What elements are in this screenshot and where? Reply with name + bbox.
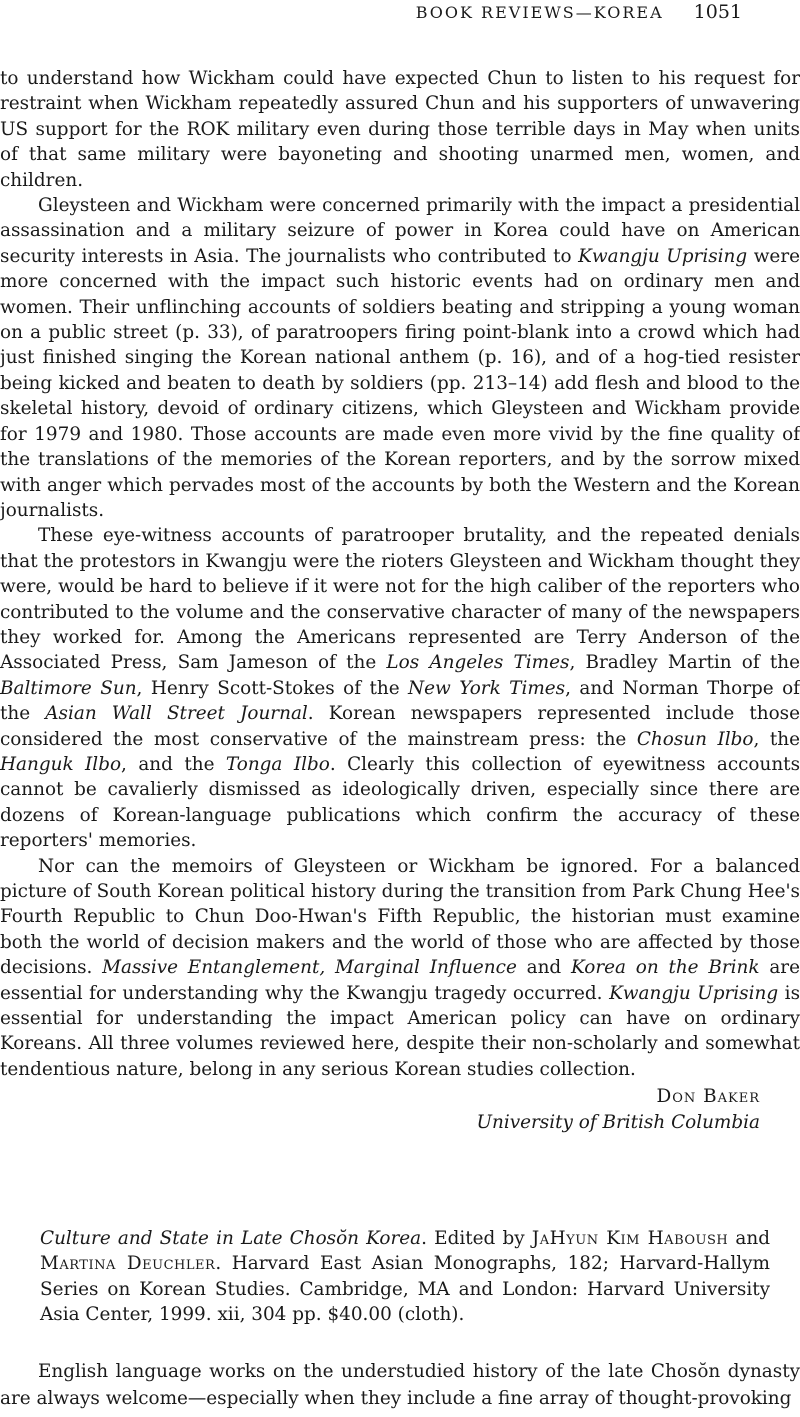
book-title: Kwangju Uprising [609,982,779,1004]
newspaper-name: Los Angeles Times [386,652,570,674]
citation-details: . Harvard East Asian Monographs, 182; Harvard-Hallym Series on Korean Studies. Cambridge, MA and London: Harvard University Asia Center, 1999. xii, 304 pp. $40.00 (cloth). [40,1253,770,1326]
running-head [416,0,742,24]
newspaper-name: Chosun Ilbo [636,728,754,750]
paragraph: Nor can the memoirs of Gleysteen or Wickham be ignored. For a balanced picture of South Korean political history during the transition from Park Chung Hee's Fourth Republic to Chun Doo-Hwan's Fifth Republic, the historian must examine both the world of decision makers and the world of those who are affected by those decisions. Massive Entanglement, Marginal Influence and Korea on the Brink are essential for understanding why the Kwangju tragedy occurred. Kwangju Uprising is essential for understanding the impact American policy can have on ordinary Koreans. All three volumes reviewed here, despite their non-scholarly and somewhat tendentious nature, belong in any serious Korean studies collection. [0,855,800,1080]
reviewer-signature [477,1084,760,1136]
reviewer-name: Don Baker [656,1086,760,1107]
next-review-body [0,1358,800,1412]
citation-editor: Martina Deuchler [40,1253,216,1275]
book-title: Kwangju Uprising [578,245,748,267]
paragraph: These eye-witness accounts of paratrooper brutality, and the repeated denials that the protestors in Kwangju were the rioters Gleysteen and Wickham thought they were, would be hard to believe if it were not for the high caliber of the reporters who contributed to the volume and the conservative character of many of the newspapers they worked for. Among the Americans represented are Terry Anderson of the Associated Press, Sam Jameson of the Los Angeles Times, Bradley Martin of the Baltimore Sun, Henry Scott-Stokes of the New York Times, and Norman Thorpe of the Asian Wall Street Journal. Korean newspapers represented include those considered the most conservative of the mainstream press: the Chosun Ilbo, the Hanguk Ilbo, and the Tonga Ilbo. Clearly this collection of eyewitness accounts cannot be cavalierly dismissed as ideologically driven, especially since there are dozens of Korean-language publications which confirm the accuracy of these reporters' memories. [0,525,800,852]
review-body [0,66,800,1082]
newspaper-name: Asian Wall Street Journal [45,703,308,725]
book-title: Massive Entanglement, Marginal Influence [102,957,517,979]
newspaper-name: Hanguk Ilbo [0,753,122,775]
running-head-section: BOOK REVIEWS—KOREA [415,3,664,22]
page-number: 1051 [693,1,742,23]
paragraph: Gleysteen and Wickham were concerned primarily with the impact a presidential assassination and a military seizure of power in Korea could have on American security interests in Asia. The journalists who contributed to Kwangju Uprising were more concerned with the impact such historic events had on ordinary men and women. Their unflinching accounts of soldiers beating and stripping a young woman on a public street (p. 33), of paratroopers firing point-blank into a crowd which had just finished singing the Korean national anthem (p. 16), and of a hog-tied resister being kicked and beaten to death by soldiers (pp. 213–14) add flesh and blood to the skeletal history, devoid of ordinary citizens, which Gleysteen and Wickham provide for 1979 and 1980. Those accounts are made even more vivid by the fine quality of the translations of the memories of the Korean reporters, and by the sorrow mixed with anger which pervades most of the accounts by both the Western and the Korean journalists. [0,195,800,521]
book-citation: Culture and State in Late Chosŏn Korea. Edited by JaHyun Kim Haboush and Martina Deuchler. Harvard East Asian Monographs, 182; Harvard-Hallym Series on Korean Studies. Cambridge, MA and London: Harvard University Asia Center, 1999. xii, 304 pp. $40.00 (cloth). [40,1228,770,1326]
citation-title: Culture and State in Late Chosŏn Korea [40,1228,422,1249]
paragraph: to understand how Wickham could have expected Chun to listen to his request for restraint when Wickham repeatedly assured Chun and his supporters of unwavering US support for the ROK military even during those terrible days in May when units of that same military were bayoneting and shooting unarmed men, women, and children. [0,68,800,191]
newspaper-name: Tonga Ilbo [225,753,330,775]
newspaper-name: Baltimore Sun [0,677,137,699]
book-title: Korea on the Brink [571,957,760,979]
paragraph: English language works on the understudied history of the late Chosŏn dynasty are always welcome—especially when they include a fine array of thought-provoking [0,1361,800,1409]
citation-editor: JaHyun Kim Haboush [531,1228,729,1249]
newspaper-name: New York Times [408,677,566,699]
reviewer-institution: University of British Columbia [476,1112,760,1133]
